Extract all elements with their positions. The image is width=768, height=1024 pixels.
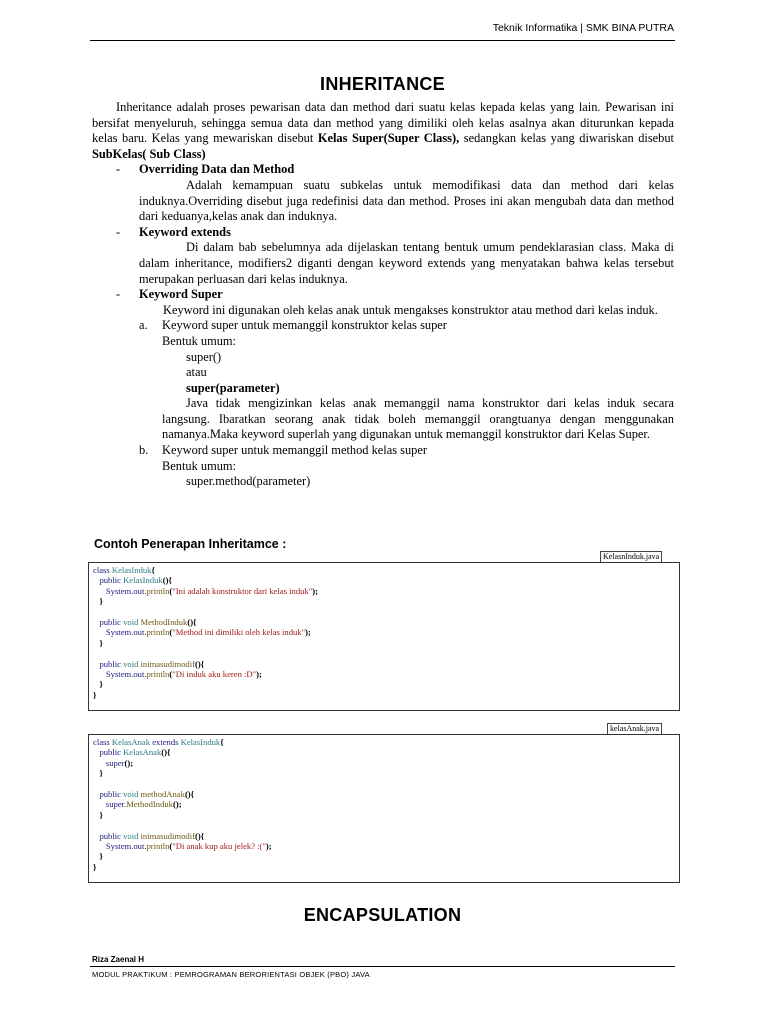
code-line: public KelasInduk(){ bbox=[99, 575, 172, 586]
footer-module: MODUL PRAKTIKUM : PEMROGRAMAN BERORIENTASI OBJEK (PBO) JAVA bbox=[92, 970, 370, 979]
code-line: public void inimasudimodif(){ bbox=[99, 830, 205, 841]
section-title-encapsulation: ENCAPSULATION bbox=[303, 905, 462, 925]
code-line: } bbox=[93, 768, 103, 779]
super-text: Keyword ini digunakan oleh kelas anak untuk mengakses konstruktor atau method dari kelas induk. bbox=[163, 302, 658, 317]
code-line: public void methodAnak(){ bbox=[99, 788, 195, 799]
super-item-b: b. Keyword super untuk memanggil method kelas super bbox=[139, 443, 427, 458]
super-heading: - Keyword Super bbox=[116, 287, 223, 302]
code-line: } bbox=[93, 809, 103, 820]
code-line: class KelasAnak extends KelasInduk{ bbox=[93, 737, 224, 747]
code-line: } bbox=[93, 861, 97, 872]
super-b-bentuk: Bentuk umum: bbox=[162, 458, 236, 473]
code-line bbox=[93, 820, 675, 830]
file-label-induk: KelasnInduk.java bbox=[600, 551, 662, 563]
inheritance-body bbox=[92, 100, 674, 490]
header-rule bbox=[90, 40, 675, 41]
code-line bbox=[93, 648, 675, 658]
footer-rule bbox=[90, 966, 675, 967]
footer-author: Riza Zaenal H bbox=[92, 955, 145, 964]
code-line: System.out.println("Ini adalah konstruktor dari kelas induk"); bbox=[105, 585, 318, 596]
super-a-line1: super() bbox=[186, 349, 222, 364]
overriding-text: Adalah kemampuan suatu subkelas untuk memodifikasi data dan method dari kelas induknya.Overriding disebut juga redefinisi data dan method. Proses ini akan mengubah data dan method dari keduanya,kelas anak dan induknya. bbox=[139, 177, 674, 224]
code-line: class KelasInduk{ bbox=[93, 565, 155, 575]
code-line: super.MethodInduk(); bbox=[105, 799, 182, 810]
code-line: public KelasAnak(){ bbox=[99, 747, 171, 758]
code-line bbox=[93, 779, 675, 789]
super-a-line2: atau bbox=[186, 365, 207, 380]
code-block-kelas-anak bbox=[88, 734, 680, 883]
super-a-bentuk: Bentuk umum: bbox=[162, 333, 236, 348]
section-title-inheritance: INHERITANCE bbox=[320, 74, 445, 94]
code-block-kelas-induk bbox=[88, 562, 680, 711]
intro-paragraph: Inheritance adalah proses pewarisan data dan method dari suatu kelas kepada kelas yang lain. Pewarisan ini bersifat menyeluruh, sehingga semua data dan method yang dimiliki oleh kelas asalnya akan diturunkan kepada kelas baru. Kelas yang mewariskan disebut Kelas Super(Super Class), sedangkan kelas yang diwariskan disebut SubKelas( Sub Class) bbox=[92, 100, 674, 161]
example-title: Contoh Penerapan Inheritamce : bbox=[94, 537, 287, 551]
code-line: public void inimasudimodif(){ bbox=[99, 658, 205, 669]
code-line: super(); bbox=[105, 757, 134, 768]
code-line: } bbox=[93, 679, 103, 690]
overriding-heading: - Overriding Data dan Method bbox=[116, 162, 295, 177]
code-line bbox=[93, 607, 675, 617]
extends-text: Di dalam bab sebelumnya ada dijelaskan tentang bentuk umum pendeklarasian class. Maka di dalam inheritance, modifiers2 diganti dengan keyword extends yang menyatakan bahwa kelas tersebut merupakan perluasan dari kelas induknya. bbox=[139, 240, 674, 286]
code-line: System.out.println("Method ini dimiliki oleh kelas induk"); bbox=[105, 627, 311, 638]
code-line: } bbox=[93, 596, 103, 607]
code-line: System.out.println("Di induk aku keren :D"); bbox=[105, 668, 262, 679]
super-item-a: a. Keyword super untuk memanggil konstruktor kelas super bbox=[139, 318, 447, 333]
page-header: Teknik Informatika | SMK BINA PUTRA bbox=[492, 22, 674, 34]
super-a-line3: super(parameter) bbox=[186, 380, 280, 395]
code-line: public void MethodInduk(){ bbox=[99, 616, 197, 627]
code-line: } bbox=[93, 851, 103, 862]
code-line: System.out.println("Di anak kup aku jelek? :("); bbox=[105, 840, 272, 851]
code-line: } bbox=[93, 637, 103, 648]
super-b-line1: super.method(parameter) bbox=[186, 474, 311, 489]
super-a-explain: Java tidak mengizinkan kelas anak memanggil nama konstruktor dari kelas induk secara langsung. Ibaratkan seorang anak tidak boleh memanggil orangtuanya dengan menggunakan namanya.Maka keyword superlah yang digunakan untuk memanggil konstruktor dari Kelas Super. bbox=[162, 396, 674, 442]
file-label-anak: kelasAnak.java bbox=[607, 723, 662, 735]
code-line: } bbox=[93, 689, 97, 700]
extends-heading: - Keyword extends bbox=[116, 224, 231, 239]
